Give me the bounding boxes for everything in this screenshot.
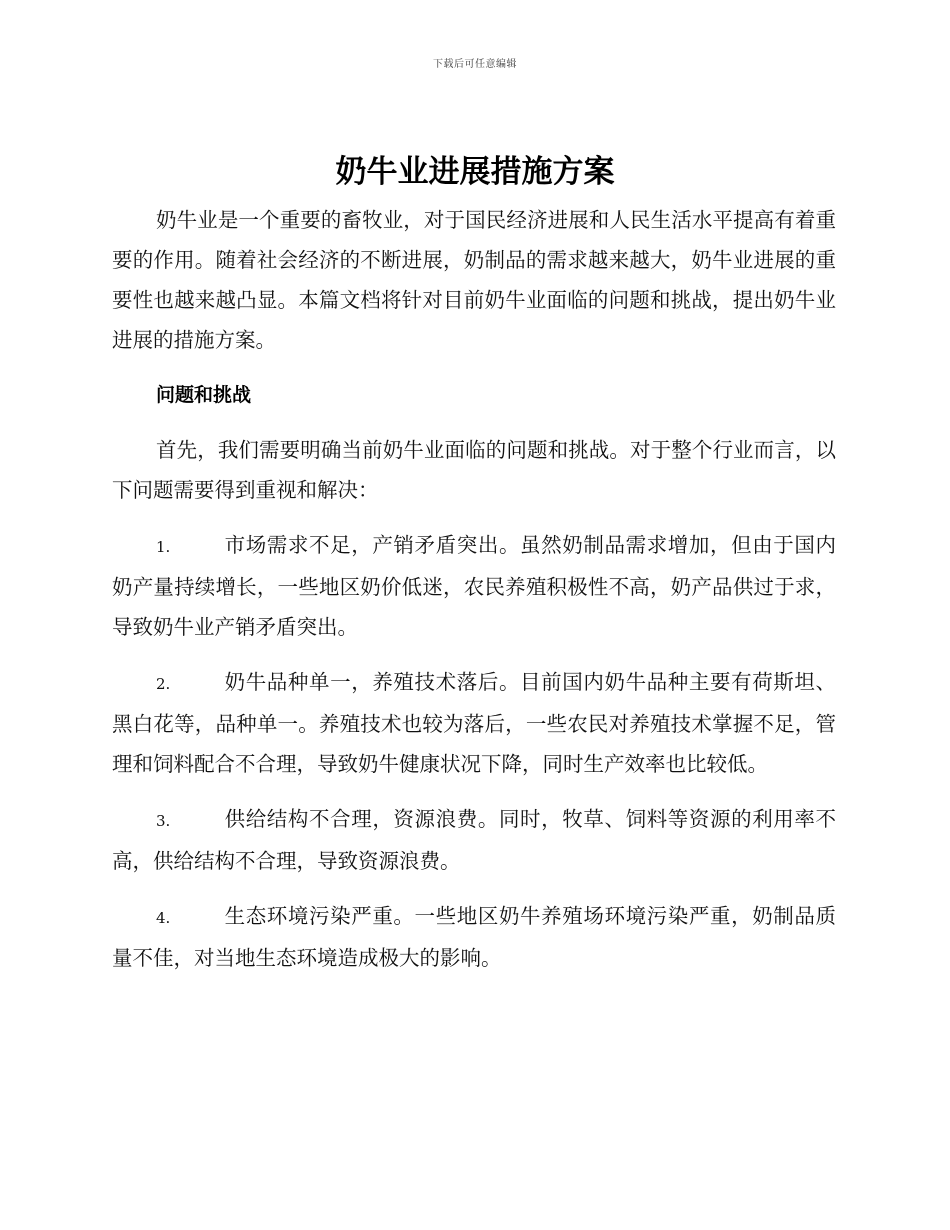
document-body — [112, 200, 836, 993]
list-item-text: 市场需求不足，产销矛盾突出。虽然奶制品需求增加，但由于国内奶产量持续增长，一些地区奶价低迷，农民养殖积极性不高，奶产品供过于求，导致奶牛业产销矛盾突出。 — [112, 533, 836, 639]
list-item-number: 3. — [156, 812, 171, 830]
document-title: 奶牛业进展措施方案 — [335, 154, 615, 190]
list-item-number: 1. — [156, 538, 171, 556]
list-item-number: 4. — [156, 909, 171, 927]
intro-paragraph: 奶牛业是一个重要的畜牧业，对于国民经济进展和人民生活水平提高有着重要的作用。随着社会经济的不断进展，奶制品的需求越来越大，奶牛业进展的重要性也越来越凸显。本篇文档将针对目前奶牛业面临的问题和挑战，提出奶牛业进展的措施方案。 — [112, 208, 836, 352]
list-item — [112, 662, 836, 784]
list-item — [112, 896, 836, 978]
header-note: 下载后可任意编辑 — [433, 59, 517, 70]
list-item-text: 生态环境污染严重。一些地区奶牛养殖场环境污染严重，奶制品质量不佳，对当地生态环境造成极大的影响。 — [112, 904, 836, 970]
list-item — [112, 799, 836, 881]
section-heading: 问题和挑战 — [156, 384, 252, 406]
list-item-text: 供给结构不合理，资源浪费。同时，牧草、饲料等资源的利用率不高，供给结构不合理，导致资源浪费。 — [112, 807, 836, 873]
list-item-text: 奶牛品种单一，养殖技术落后。目前国内奶牛品种主要有荷斯坦、黑白花等，品种单一。养殖技术也较为落后，一些农民对养殖技术掌握不足，管理和饲料配合不合理，导致奶牛健康状况下降，同时生产效率也比较低。 — [112, 670, 836, 776]
list-item — [112, 525, 836, 647]
section-lead-paragraph: 首先，我们需要明确当前奶牛业面临的问题和挑战。对于整个行业而言，以下问题需要得到重视和解决： — [112, 438, 836, 502]
list-item-number: 2. — [156, 675, 171, 693]
